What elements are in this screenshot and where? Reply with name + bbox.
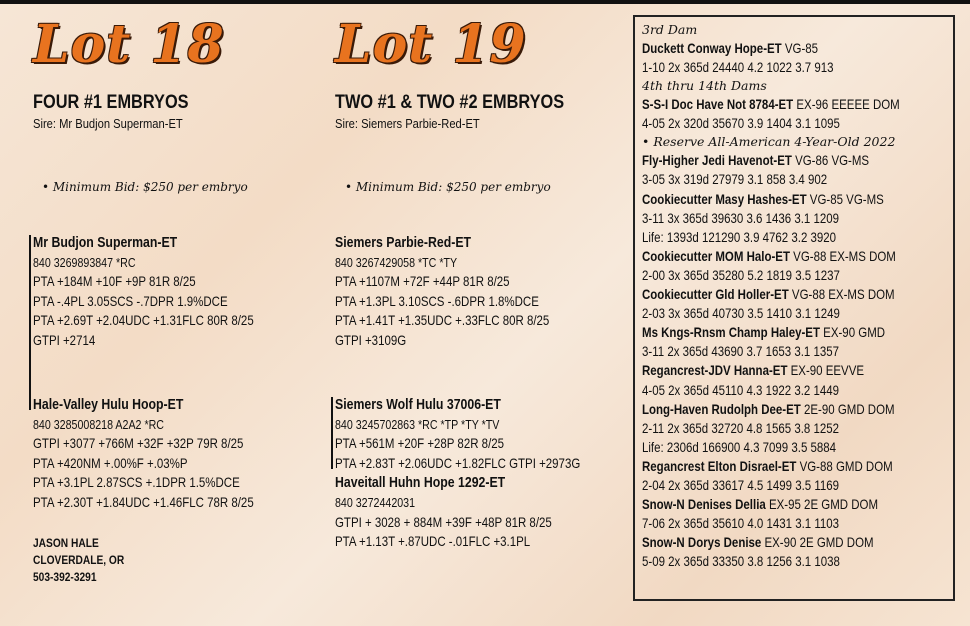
cow-name: Regancrest Elton Disrael-ET <box>642 457 797 474</box>
sire-stat: GTPI +3109G <box>335 331 407 348</box>
cow-classification: EX-90 EEVVE <box>787 362 865 379</box>
sire-stat: PTA +2.69T +2.04UDC +1.31FLC 80R 8/25 <box>33 312 254 329</box>
dam-stat: GTPI +3077 +766M +32F +32P 79R 8/25 <box>33 435 244 452</box>
dam-stat: PTA +3.1PL 2.87SCS +.1DPR 1.5%DCE <box>33 474 240 491</box>
dam-stat: PTA +2.83T +2.06UDC +1.82FLC GTPI +2973G <box>335 454 581 471</box>
consignor-location: CLOVERDALE, OR <box>33 553 125 567</box>
sire-id: 840 3267429058 *TC *TY <box>335 254 458 270</box>
cow-name: Snow-N Denises Dellia <box>642 496 766 513</box>
cow-name: Snow-N Dorys Denise <box>642 534 762 551</box>
dam-name: Hale-Valley Hulu Hoop-ET <box>33 396 184 413</box>
pedigree-cow <box>642 247 900 266</box>
lot-18-sire-block <box>33 233 302 351</box>
dam-name: Siemers Wolf Hulu 37006-ET <box>335 396 501 413</box>
consignor-contact <box>33 535 124 586</box>
cow-classification: 2E-90 GMD DOM <box>800 400 895 417</box>
second-dam-stat: PTA +1.13T +.87UDC -.01FLC +3.1PL <box>335 533 531 550</box>
pedigree-cow <box>642 495 900 514</box>
sire-stat: PTA +1.3PL 3.10SCS -.6DPR 1.8%DCE <box>335 292 539 309</box>
cow-name: Ms Kngs-Rnsm Champ Haley-ET <box>642 324 820 341</box>
lot-19-dam-block <box>335 395 634 552</box>
block-rule <box>331 397 333 469</box>
cow-classification: VG-85 VG-MS <box>806 190 884 207</box>
sire-stat: PTA -.4PL 3.05SCS -.7DPR 1.9%DCE <box>33 292 228 309</box>
cow-classification: EX-90 2E GMD DOM <box>761 534 874 551</box>
sire-id: 840 3269893847 *RC <box>33 254 136 270</box>
pedigree-record: 2-00 3x 365d 35280 5.2 1819 3.5 1237 <box>642 266 840 283</box>
pedigree-record: 2-04 2x 365d 33617 4.5 1499 3.5 1169 <box>642 476 840 493</box>
pedigree-cow <box>642 533 900 552</box>
pedigree-record: 3-05 3x 319d 27979 3.1 858 3.4 902 <box>642 171 828 188</box>
dam-id: 840 3285008218 A2A2 *RC <box>33 416 164 432</box>
cow-classification: VG-85 <box>781 40 819 56</box>
cow-name: Duckett Conway Hope-ET <box>642 40 782 56</box>
dam-stat: PTA +2.30T +1.84UDC +1.46FLC 78R 8/25 <box>33 493 254 510</box>
pedigree-cow <box>642 95 900 114</box>
consignor-name: JASON HALE <box>33 536 99 550</box>
pedigree-cow <box>642 285 900 304</box>
cow-classification: EX-95 2E GMD DOM <box>765 496 879 513</box>
cow-name: Long-Haven Rudolph Dee-ET <box>642 400 801 417</box>
dam-stat: PTA +420NM +.00%F +.03%P <box>33 454 188 471</box>
lot-18-dam-block <box>33 395 302 513</box>
pedigree-record: 2-11 2x 365d 32720 4.8 1565 3.8 1252 <box>642 419 840 436</box>
pedigree-record: Life: 2306d 166900 4.3 7099 3.5 5884 <box>642 438 837 455</box>
cow-name: Fly-Higher Jedi Havenot-ET <box>642 152 792 169</box>
pedigree-section-header: 3rd Dam <box>642 22 698 37</box>
lot-18-heading: FOUR #1 EMBRYOS <box>33 92 189 113</box>
lot-18-title: Lot 18 <box>33 14 225 75</box>
pedigree-cow <box>642 39 900 58</box>
pedigree-record: Life: 1393d 121290 3.9 4762 3.2 3920 <box>642 228 837 245</box>
pedigree-record: 3-11 2x 365d 43690 3.7 1653 3.1 1357 <box>642 343 840 360</box>
pedigree-list <box>642 21 956 571</box>
pedigree-cow <box>642 361 900 380</box>
pedigree-cow <box>642 400 900 419</box>
pedigree-section-header: • Reserve All-American 4-Year-Old 2022 <box>642 134 896 150</box>
sire-stat: PTA +184M +10F +9P 81R 8/25 <box>33 273 196 290</box>
sire-stat: PTA +1107M +72F +44P 81R 8/25 <box>335 273 510 290</box>
cow-classification: VG-86 VG-MS <box>791 152 870 169</box>
pedigree-cow <box>642 151 900 170</box>
lot-18-sire: Sire: Mr Budjon Superman-ET <box>33 116 183 131</box>
pedigree-record: 2-03 3x 365d 40730 3.5 1410 3.1 1249 <box>642 305 840 322</box>
cow-classification: VG-88 EX-MS DOM <box>789 247 896 264</box>
pedigree-record: 4-05 2x 320d 35670 3.9 1404 3.1 1095 <box>642 115 840 132</box>
pedigree-cow <box>642 457 900 476</box>
cow-classification: VG-88 GMD DOM <box>796 457 893 474</box>
lot-19-heading: TWO #1 & TWO #2 EMBRYOS <box>335 92 565 113</box>
sire-name: Mr Budjon Superman-ET <box>33 234 178 251</box>
cow-name: Cookiecutter MOM Halo-ET <box>642 247 790 264</box>
pedigree-section-header: 4th thru 14th Dams <box>642 78 767 94</box>
sire-stat: PTA +1.41T +1.35UDC +.33FLC 80R 8/25 <box>335 312 550 329</box>
cow-classification: VG-88 EX-MS DOM <box>788 286 895 303</box>
pedigree-record: 1-10 2x 365d 24440 4.2 1022 3.7 913 <box>642 59 834 76</box>
lot-19-title: Lot 19 <box>335 14 527 75</box>
cow-name: Cookiecutter Gld Holler-ET <box>642 286 789 303</box>
second-dam-stat: GTPI + 3028 + 884M +39F +48P 81R 8/25 <box>335 513 552 530</box>
pedigree-cow <box>642 323 900 342</box>
dam-stat: PTA +561M +20F +28P 82R 8/25 <box>335 435 505 452</box>
pedigree-record: 5-09 2x 365d 33350 3.8 1256 3.1 1038 <box>642 553 840 570</box>
lot-19-min-bid: • Minimum Bid: $250 per embryo <box>345 180 551 194</box>
cow-classification: EX-90 GMD <box>819 324 886 341</box>
lot-18-min-bid: • Minimum Bid: $250 per embryo <box>42 180 248 194</box>
cow-name: S-S-I Doc Have Not 8784-ET <box>642 96 794 113</box>
sire-name: Siemers Parbie-Red-ET <box>335 234 472 251</box>
second-dam-id: 840 3272442031 <box>335 494 416 510</box>
lot-19-sire-block <box>335 233 596 351</box>
pedigree-record: 4-05 2x 365d 45110 4.3 1922 3.2 1449 <box>642 381 840 398</box>
block-rule <box>29 235 31 410</box>
dam-id: 840 3245702863 *RC *TP *TY *TV <box>335 416 500 432</box>
cow-name: Cookiecutter Masy Hashes-ET <box>642 190 807 207</box>
consignor-phone: 503-392-3291 <box>33 570 97 584</box>
lot-19-sire: Sire: Siemers Parbie-Red-ET <box>335 116 480 131</box>
pedigree-record: 3-11 3x 365d 39630 3.6 1436 3.1 1209 <box>642 209 840 226</box>
second-dam-name: Haveitall Huhn Hope 1292-ET <box>335 474 506 492</box>
cow-name: Regancrest-JDV Hanna-ET <box>642 362 788 379</box>
cow-classification: EX-96 EEEEE DOM <box>793 96 900 113</box>
sire-stat: GTPI +2714 <box>33 331 96 348</box>
pedigree-record: 7-06 2x 365d 35610 4.0 1431 3.1 1103 <box>642 515 840 532</box>
top-border <box>0 0 970 4</box>
pedigree-cow <box>642 190 900 209</box>
